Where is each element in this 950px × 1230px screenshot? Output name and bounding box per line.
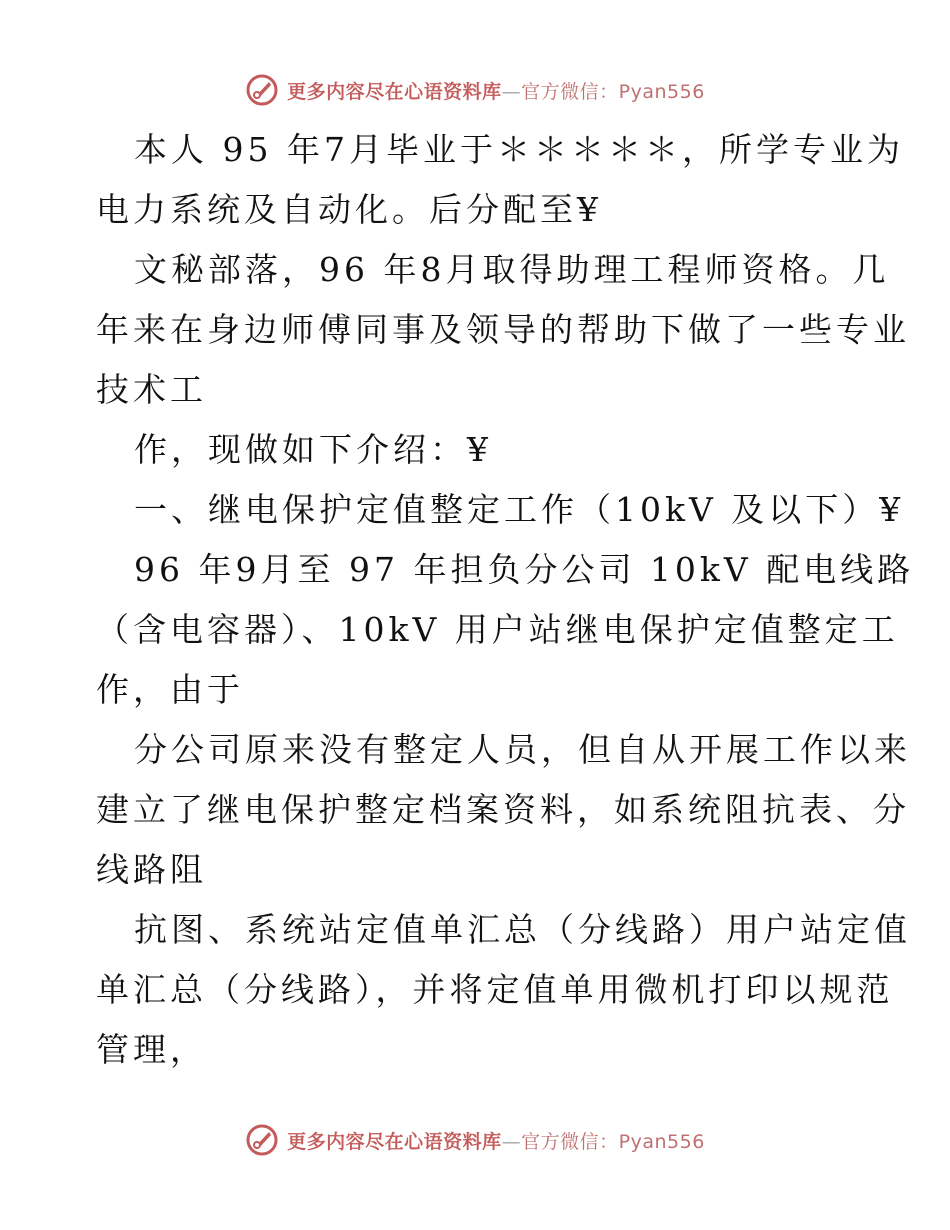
watermark-wechat: 官方微信：Pyan556 — [521, 1130, 705, 1153]
footer-watermark — [0, 1120, 950, 1160]
watermark-separator: — — [501, 80, 522, 103]
watermark-title: 更多内容尽在心语资料库 — [287, 80, 502, 103]
document-body — [96, 120, 915, 1080]
quill-circle-logo-icon — [245, 1123, 279, 1157]
watermark-title: 更多内容尽在心语资料库 — [287, 1130, 502, 1153]
paragraph-line: 分公司原来没有整定人员，但自从开展工作以来 — [134, 730, 911, 769]
paragraph-line: 作，现做如下介绍：¥ — [134, 430, 492, 469]
header-watermark — [0, 70, 950, 110]
paragraph-line: 抗图、系统站定值单汇总（分线路）用户站定值 — [134, 910, 911, 949]
watermark-wechat: 官方微信：Pyan556 — [521, 80, 705, 103]
paragraph-line: 本人 95 年7月毕业于＊＊＊＊＊，所学专业为 — [134, 130, 904, 169]
paragraph-line: 电力系统及自动化。后分配至¥ — [96, 190, 602, 229]
paragraph-line: 技术工 — [96, 370, 207, 409]
watermark-text — [287, 77, 705, 104]
paragraph-line: 96 年9月至 97 年担负分公司 10kV 配电线路 — [134, 550, 915, 589]
paragraph-line: 年来在身边师傅同事及领导的帮助下做了一些专业 — [96, 310, 910, 349]
quill-circle-logo-icon — [245, 73, 279, 107]
paragraph-line: 线路阻 — [96, 850, 207, 889]
paragraph-line: （含电容器）、10kV 用户站继电保护定值整定工 — [96, 610, 899, 649]
paragraph-line: 作，由于 — [96, 670, 244, 709]
watermark-separator: — — [501, 1130, 522, 1153]
paragraph-line: 单汇总（分线路），并将定值单用微机打印以规范 — [96, 970, 894, 1009]
paragraph-line: 管理， — [96, 1030, 207, 1069]
paragraph-line: 建立了继电保护整定档案资料，如系统阻抗表、分 — [96, 790, 910, 829]
paragraph-line: 文秘部落，96 年8月取得助理工程师资格。几 — [134, 250, 890, 289]
watermark-text — [287, 1127, 705, 1154]
section-heading: 一、继电保护定值整定工作（10kV 及以下）¥ — [134, 490, 905, 529]
